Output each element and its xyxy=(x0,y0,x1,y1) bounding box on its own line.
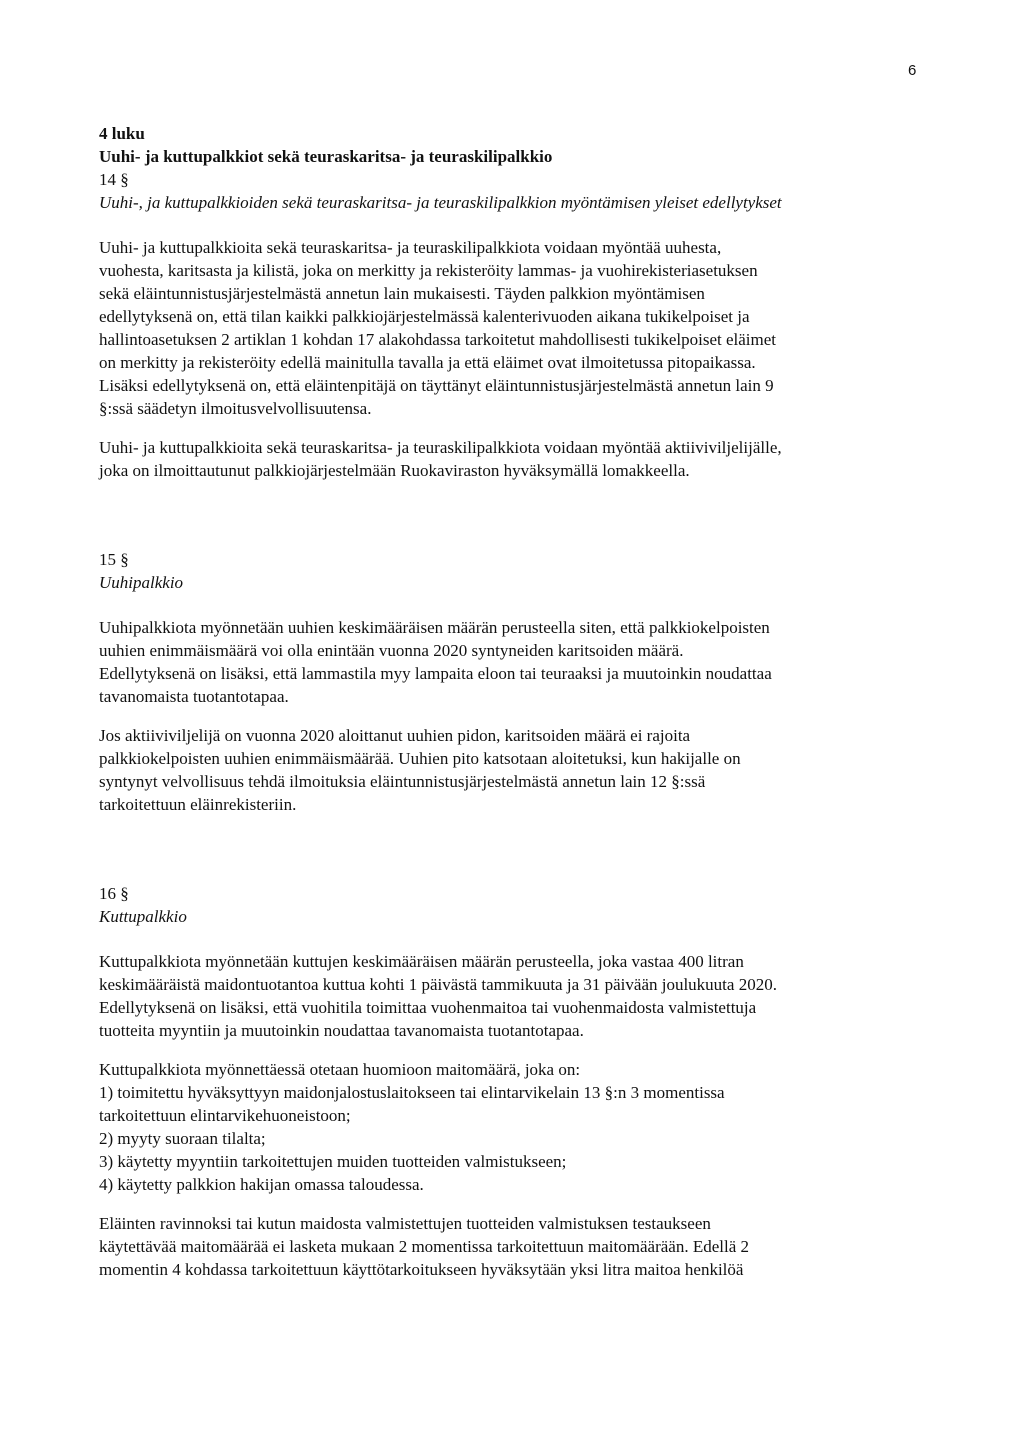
section-number: 14 § xyxy=(99,170,129,189)
text-line: on merkitty ja rekisteröity edellä mainitulla tavalla ja että eläimet ovat ilmoitetussa pitopaikassa. xyxy=(99,353,756,372)
text-line: tarkoitettuun eläinrekisteriin. xyxy=(99,795,297,814)
text-line: Lisäksi edellytyksenä on, että eläintenpitäjä on täyttänyt eläintunnistusjärjestelmästä annetun lain 9 xyxy=(99,376,774,395)
chapter-number: 4 luku xyxy=(99,124,145,143)
text-line: §:ssä säädetyn ilmoitusvelvollisuutensa. xyxy=(99,399,372,418)
section-14 xyxy=(99,168,939,482)
paragraph xyxy=(99,616,939,708)
text-line: syntynyt velvollisuus tehdä ilmoituksia eläintunnistusjärjestelmästä annetun lain 12 §:ssä xyxy=(99,772,706,791)
document-body xyxy=(99,122,939,1281)
text-line: Eläinten ravinnoksi tai kutun maidosta valmistettujen tuotteiden valmistuksen testaukseen xyxy=(99,1214,711,1233)
text-line: käytettävää maitomäärää ei lasketa mukaan 2 momentissa tarkoitettuun maitomäärään. Edellä 2 xyxy=(99,1237,749,1256)
list-item: 4) käytetty palkkion hakijan omassa taloudessa. xyxy=(99,1175,424,1194)
section-16 xyxy=(99,882,939,1281)
paragraph xyxy=(99,236,939,420)
text-line: Uuhi- ja kuttupalkkioita sekä teuraskaritsa- ja teuraskilipalkkiota voidaan myöntää uuhesta, xyxy=(99,238,722,257)
text-line: Uuhi- ja kuttupalkkioita sekä teuraskaritsa- ja teuraskilipalkkiota voidaan myöntää aktiiviviljelijälle, xyxy=(99,438,782,457)
paragraph xyxy=(99,1058,939,1196)
section-title: Kuttupalkkio xyxy=(99,907,187,926)
text-line: hallintoasetuksen 2 artiklan 1 kohdan 17 alakohdassa tarkoitetut mahdollisesti tukikelpoiset eläimet xyxy=(99,330,777,349)
text-line: sekä eläintunnistusjärjestelmästä annetun lain mukaisesti. Täyden palkkion myöntämisen xyxy=(99,284,705,303)
paragraph xyxy=(99,436,939,482)
chapter-title: Uuhi- ja kuttupalkkiot sekä teuraskaritsa- ja teuraskilipalkkio xyxy=(99,147,553,166)
text-line: Jos aktiiviviljelijä on vuonna 2020 aloittanut uuhien pidon, karitsoiden määrä ei rajoita xyxy=(99,726,691,745)
text-line: Uuhipalkkiota myönnetään uuhien keskimääräisen määrän perusteella siten, että palkkiokelpoisten xyxy=(99,618,770,637)
text-line: tavanomaista tuotantotapaa. xyxy=(99,687,289,706)
list-item: 3) käytetty myyntiin tarkoitettujen muiden tuotteiden valmistukseen; xyxy=(99,1152,567,1171)
list-item: 2) myyty suoraan tilalta; xyxy=(99,1129,266,1148)
text-line: Kuttupalkkiota myönnettäessä otetaan huomioon maitomäärä, joka on: xyxy=(99,1060,581,1079)
section-number: 16 § xyxy=(99,884,129,903)
text-line: Kuttupalkkiota myönnetään kuttujen keskimääräisen määrän perusteella, joka vastaa 400 litran xyxy=(99,952,744,971)
text-line: Edellytyksenä on lisäksi, että lammastila myy lampaita eloon tai teuraaksi ja muutoinkin noudattaa xyxy=(99,664,772,683)
list-item: 1) toimitettu hyväksyttyyn maidonjalostuslaitokseen tai elintarvikelain 13 §:n 3 momentissa xyxy=(99,1083,725,1102)
text-line: uuhien enimmäismäärä voi olla enintään vuonna 2020 syntyneiden karitsoiden määrä. xyxy=(99,641,684,660)
text-line: tarkoitettuun elintarvikehuoneistoon; xyxy=(99,1106,351,1125)
paragraph xyxy=(99,724,939,816)
page-number: 6 xyxy=(908,62,917,79)
text-line: joka on ilmoittautunut palkkiojärjestelmään Ruokaviraston hyväksymällä lomakkeella. xyxy=(99,461,690,480)
text-line: vuohesta, karitsasta ja kilistä, joka on merkitty ja rekisteröity lammas- ja vuohirekisteriasetuksen xyxy=(99,261,758,280)
section-number: 15 § xyxy=(99,550,129,569)
text-line: keskimääräistä maidontuotantoa kuttua kohti 1 päivästä tammikuuta ja 31 päivään joulukuuta 2020. xyxy=(99,975,777,994)
text-line: edellytyksenä on, että tilan kaikki palkkiojärjestelmässä kalenterivuoden aikana tukikelpoiset ja xyxy=(99,307,750,326)
section-title: Uuhipalkkio xyxy=(99,573,184,592)
paragraph xyxy=(99,1212,939,1281)
text-line: momentin 4 kohdassa tarkoitettuun käyttötarkoitukseen hyväksytään yksi litra maitoa henkilöä xyxy=(99,1260,744,1279)
text-line: Edellytyksenä on lisäksi, että vuohitila toimittaa vuohenmaitoa tai vuohenmaidosta valmistettuja xyxy=(99,998,757,1017)
section-15 xyxy=(99,548,939,816)
paragraph xyxy=(99,950,939,1042)
text-line: tuotteita myyntiin ja muutoinkin noudattaa tavanomaista tuotantotapaa. xyxy=(99,1021,584,1040)
text-line: palkkiokelpoisten uuhien enimmäismäärää. Uuhien pito katsotaan aloitetuksi, kun hakijalle on xyxy=(99,749,741,768)
section-title: Uuhi-, ja kuttupalkkioiden sekä teuraskaritsa- ja teuraskilipalkkion myöntämisen yleiset edellytykset xyxy=(99,193,782,212)
